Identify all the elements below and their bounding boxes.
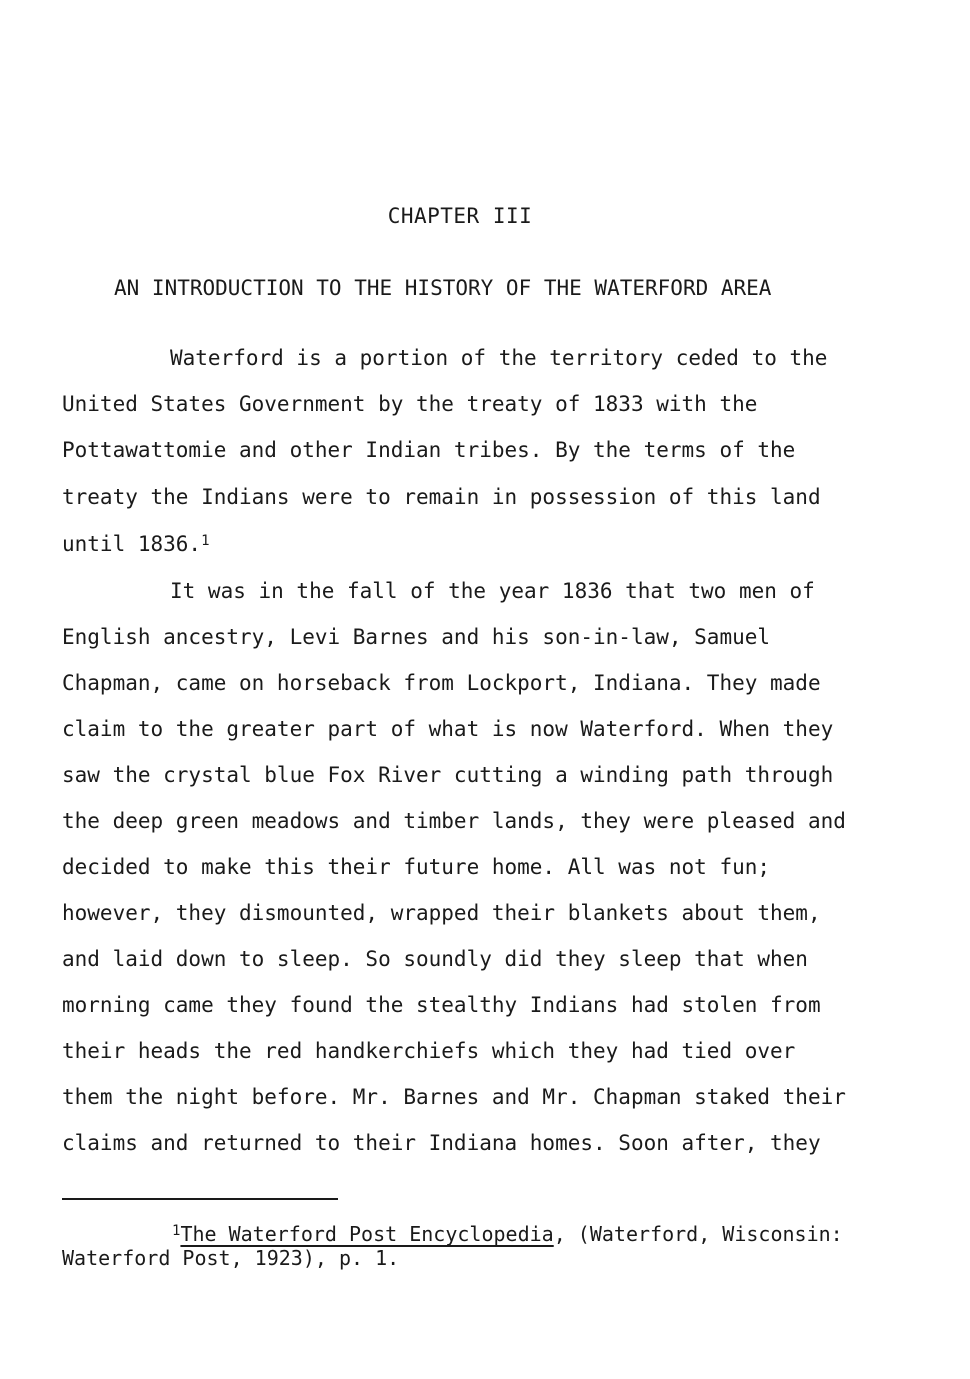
footnote-reference: 1 — [201, 533, 210, 549]
body-line: United States Government by the treaty of 1833 with the — [62, 392, 758, 416]
footnote-divider — [62, 1198, 338, 1200]
body-line: It was in the fall of the year 1836 that two men of — [170, 579, 815, 603]
body-line: decided to make this their future home. All was not fun; — [62, 855, 771, 879]
body-line: the deep green meadows and timber lands, they were pleased and — [62, 809, 846, 833]
body-line: and laid down to sleep. So soundly did they sleep that when — [62, 947, 808, 971]
chapter-heading — [0, 204, 920, 228]
body-line: their heads the red handkerchiefs which they had tied over — [62, 1039, 796, 1063]
body-line: them the night before. Mr. Barnes and Mr. Chapman staked their — [62, 1085, 846, 1109]
chapter-heading-text: CHAPTER III — [387, 204, 533, 228]
footnote-marker: 1 — [172, 1223, 181, 1239]
footnote-source-details: , (Waterford, Wisconsin: — [553, 1222, 843, 1246]
body-line: Waterford is a portion of the territory ceded to the — [170, 346, 828, 370]
footnote-source-title: The Waterford Post Encyclopedia — [180, 1222, 554, 1246]
body-line: saw the crystal blue Fox River cutting a winding path through — [62, 763, 834, 787]
footnote-line-2: Waterford Post, 1923), p. 1. — [62, 1246, 400, 1270]
body-line: claims and returned to their Indiana homes. Soon after, they — [62, 1131, 821, 1155]
body-line: claim to the greater part of what is now Waterford. When they — [62, 717, 834, 741]
footnote-line-1 — [172, 1222, 843, 1249]
body-line: Pottawattomie and other Indian tribes. By the terms of the — [62, 438, 796, 462]
body-line: treaty the Indians were to remain in possession of this land — [62, 485, 821, 509]
body-line: Chapman, came on horseback from Lockport, Indiana. They made — [62, 671, 821, 695]
body-line-text: until 1836. — [62, 532, 202, 556]
body-line: English ancestry, Levi Barnes and his son-in-law, Samuel — [62, 625, 771, 649]
chapter-title: AN INTRODUCTION TO THE HISTORY OF THE WATERFORD AREA — [114, 276, 772, 300]
body-line: morning came they found the stealthy Indians had stolen from — [62, 993, 821, 1017]
body-line-with-footnote — [62, 532, 210, 559]
body-line: however, they dismounted, wrapped their blankets about them, — [62, 901, 821, 925]
